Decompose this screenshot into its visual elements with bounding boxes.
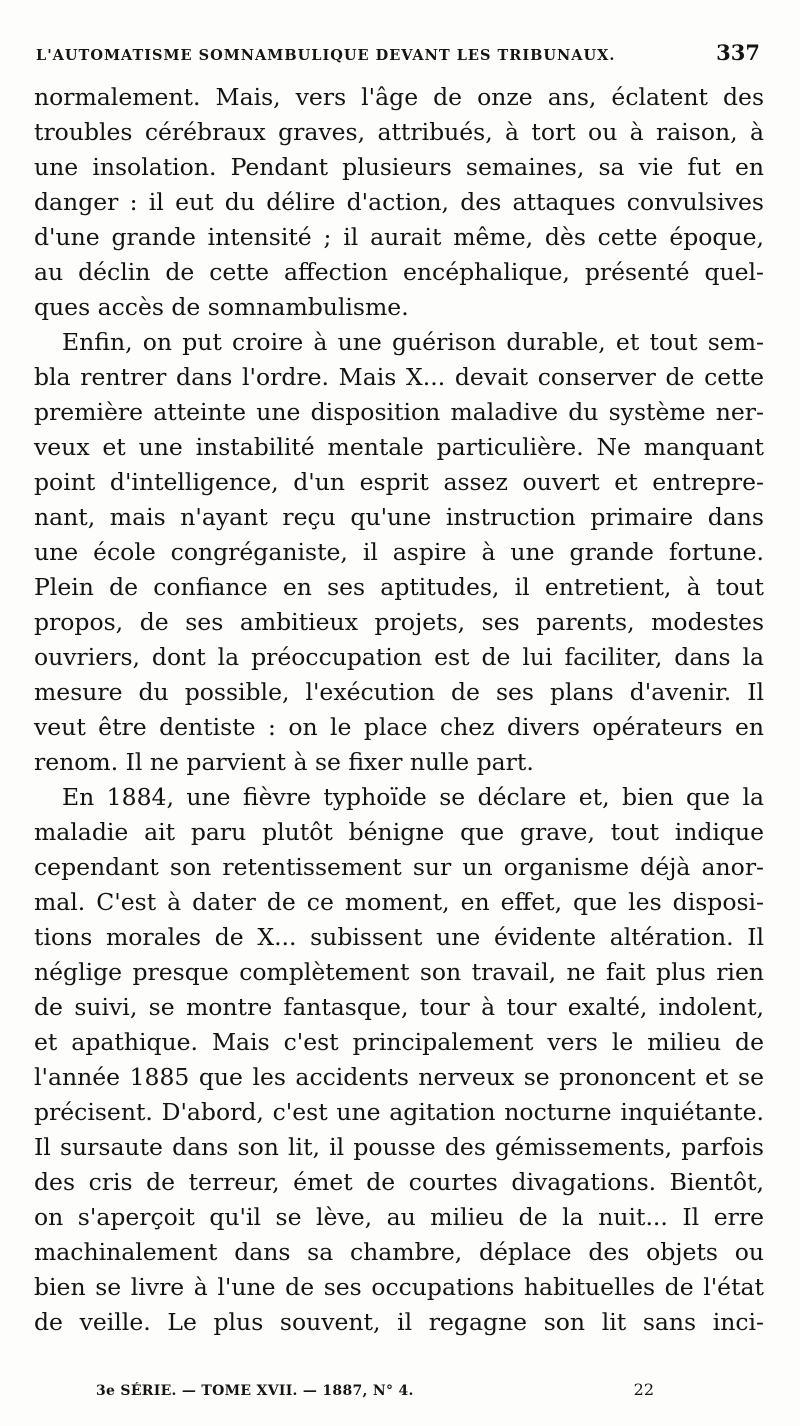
text-line: des cris de terreur, émet de courtes divagations. Bientôt, — [34, 1168, 764, 1196]
text-line: d'une grande intensité ; il aurait même, dès cette époque, — [34, 223, 764, 251]
page-footer — [96, 1380, 760, 1406]
text-line: précisent. D'abord, c'est une agitation nocturne inquiétante. — [34, 1098, 764, 1126]
text-line: néglige presque complètement son travail, ne fait plus rien — [34, 958, 764, 986]
text-line: Il sursaute dans son lit, il pousse des gémissements, parfois — [34, 1133, 764, 1161]
text-line: et apathique. Mais c'est principalement vers le milieu de — [34, 1028, 764, 1056]
text-line: En 1884, une fièvre typhoïde se déclare et, bien que la — [62, 783, 764, 811]
text-line: mesure du possible, l'exécution de ses plans d'avenir. Il — [34, 678, 764, 706]
text-line: normalement. Mais, vers l'âge de onze ans, éclatent des — [34, 83, 764, 111]
text-line: de veille. Le plus souvent, il regagne son lit sans inci- — [34, 1308, 764, 1336]
text-line: nant, mais n'ayant reçu qu'une instruction primaire dans — [34, 503, 764, 531]
text-line: au déclin de cette affection encéphalique, présenté quel- — [34, 258, 764, 286]
text-line: troubles cérébraux graves, attribués, à tort ou à raison, à — [34, 118, 764, 146]
text-line: une école congréganiste, il aspire à une grande fortune. — [34, 538, 764, 566]
signature-mark: 22 — [633, 1380, 654, 1399]
body-text — [34, 80, 764, 1340]
text-line: renom. Il ne parvient à se fixer nulle part. — [34, 748, 534, 776]
page-number: 337 — [716, 40, 760, 65]
text-line: maladie ait paru plutôt bénigne que grave, tout indique — [34, 818, 764, 846]
series-info: 3e SÉRIE. — TOME XVII. — 1887, N° 4. — [96, 1383, 414, 1399]
text-line: Plein de confiance en ses aptitudes, il entretient, à tout — [34, 573, 764, 601]
text-line: bla rentrer dans l'ordre. Mais X... devait conserver de cette — [34, 363, 764, 391]
text-line: point d'intelligence, d'un esprit assez ouvert et entrepre- — [34, 468, 764, 496]
text-line: une insolation. Pendant plusieurs semaines, sa vie fut en — [34, 153, 764, 181]
text-line: ouvriers, dont la préoccupation est de lui faciliter, dans la — [34, 643, 764, 671]
text-line: danger : il eut du délire d'action, des attaques convulsives — [34, 188, 764, 216]
text-line: première atteinte une disposition maladive du système ner- — [34, 398, 764, 426]
text-line: on s'aperçoit qu'il se lève, au milieu de la nuit... Il erre — [34, 1203, 764, 1231]
text-line: l'année 1885 que les accidents nerveux se prononcent et se — [34, 1063, 764, 1091]
text-line: machinalement dans sa chambre, déplace des objets ou — [34, 1238, 764, 1266]
text-line: veux et une instabilité mentale particulière. Ne manquant — [34, 433, 764, 461]
text-line: veut être dentiste : on le place chez divers opérateurs en — [34, 713, 764, 741]
text-line: tions morales de X... subissent une évidente altération. Il — [34, 923, 764, 951]
text-line: propos, de ses ambitieux projets, ses parents, modestes — [34, 608, 764, 636]
text-line: bien se livre à l'une de ses occupations habituelles de l'état — [34, 1273, 764, 1301]
running-head — [36, 40, 760, 76]
text-line: mal. C'est à dater de ce moment, en effet, que les disposi- — [34, 888, 764, 916]
text-line: ques accès de somnambulisme. — [34, 293, 409, 321]
running-title: L'AUTOMATISME SOMNAMBULIQUE DEVANT LES TRIBUNAUX. — [36, 47, 616, 64]
text-line: de suivi, se montre fantasque, tour à tour exalté, indolent, — [34, 993, 764, 1021]
text-line: cependant son retentissement sur un organisme déjà anor- — [34, 853, 764, 881]
text-line: Enfin, on put croire à une guérison durable, et tout sem- — [62, 328, 764, 356]
